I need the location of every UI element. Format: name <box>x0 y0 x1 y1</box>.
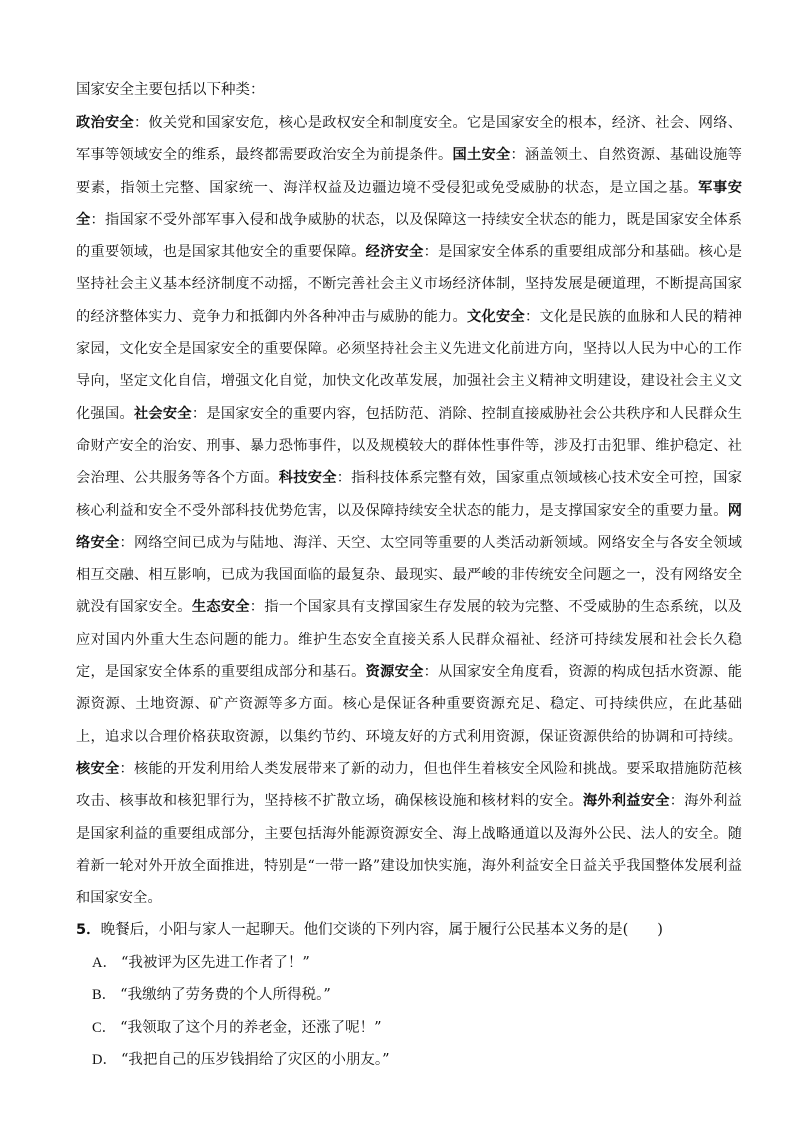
security-categories-paragraph: 政治安全：攸关党和国家安危，核心是政权安全和制度安全。它是国家安全的根本，经济、社会、网络、军事等领域安全的维系，最终都需要政治安全为前提条件。国土安全：涵盖领土、自然资源、基础设施等要素，指领土完整、国家统一、海洋权益及边疆边境不受侵犯或免受威胁的状态，是立国之基。军事安全：指国家不受外部军事入侵和战争威胁的状态，以及保障这一持续安全状态的能力，既是国家安全体系的重要领域，也是国家其他安全的重要保障。经济安全：是国家安全体系的重要组成部分和基础。核心是坚持社会主义基本经济制度不动摇，不断完善社会主义市场经济体制，坚持发展是硬道理，不断提高国家的经济整体实力、竞争力和抵御内外各种冲击与威胁的能力。文化安全：文化是民族的血脉和人民的精神家园，文化安全是国家安全的重要保障。必须坚持社会主义先进文化前进方向，坚持以人民为中心的工作导向，坚定文化自信，增强文化自觉，加快文化改革发展，加强社会主义精神文明建设，建设社会主义文化强国。社会安全：是国家安全的重要内容，包括防范、消除、控制直接威胁社会公共秩序和人民群众生命财产安全的治安、刑事、暴力恐怖事件，以及规模较大的群体性事件等，涉及打击犯罪、维护稳定、社会治理、公共服务等各个方面。科技安全：指科技体系完整有效，国家重点领域核心技术安全可控，国家核心利益和安全不受外部科技优势危害，以及保障持续安全状态的能力，是支撑国家安全的重要力量。网络安全：网络空间已成为与陆地、海洋、天空、太空同等重要的人类活动新领域。网络安全与各安全领域相互交融、相互影响，已成为我国面临的最复杂、最现实、最严峻的非传统安全问题之一，没有网络安全就没有国家安全。生态安全：指一个国家具有支撑国家生存发展的较为完整、不受威胁的生态系统，以及应对国内外重大生态问题的能力。维护生态安全直接关系人民群众福祉、经济可持续发展和社会长久稳定，是国家安全体系的重要组成部分和基石。资源安全：从国家安全角度看，资源的构成包括水资源、能源资源、土地资源、矿产资源等多方面。核心是保证各种重要资源充足、稳定、可持续供应，在此基础上，追求以合理价格获取资源，以集约节约、环境友好的方式利用资源，保证资源供给的协调和可持续。核安全：核能的开发利用给人类发展带来了新的动力，但也伴生着核安全风险和挑战。要采取措施防范核攻击、核事故和核犯罪行为，坚持核不扩散立场，确保核设施和核材料的安全。海外利益安全：海外利益是国家利益的重要组成部分，主要包括海外能源资源安全、海上战略通道以及海外公民、法人的安全。随着新一轮对外开放全面推进，特别是“一带一路”建设加快实施，海外利益安全日益关乎我国整体发展利益和国家安全。 <box>76 115 742 907</box>
category-text: 指一个国家具有支撑国家生存发展的较为完整、不受威胁的生态系统，以及应对国内外重大生态问题的能力。维护生态安全直接关系人民群众福祉、经济可持续发展和社会长久稳定，是国家安全体系的重要组成部分和基石。 <box>76 599 742 681</box>
option-text: “我缴纳了劳务费的个人所得税。” <box>120 987 331 1004</box>
option-text: “我把自己的压岁钱捐给了灾区的小朋友。” <box>120 1052 390 1069</box>
category-title: 军事安全 <box>76 179 742 228</box>
document-page <box>76 80 742 1077</box>
category-text: 指科技体系完整有效，国家重点领域核心技术安全可控，国家核心利益和安全不受外部科技优势危害，以及保障持续安全状态的能力，是支撑国家安全的重要力量。 <box>76 470 742 519</box>
category-text: 海外利益是国家利益的重要组成部分，主要包括海外能源资源安全、海上战略通道以及海外公民、法人的安全。随着新一轮对外开放全面推进，特别是“一带一路”建设加快实施，海外利益安全日益关乎我国整体发展利益和国家安全。 <box>76 793 742 907</box>
option-letter: A． <box>92 954 117 971</box>
category-text: 文化是民族的血脉和人民的精神家园，文化安全是国家安全的重要保障。必须坚持社会主义先进文化前进方向，坚持以人民为中心的工作导向，坚定文化自信，增强文化自觉，加快文化改革发展，加强社会主义精神文明建设，建设社会主义文化强国。 <box>76 308 742 422</box>
category-text: 是国家安全的重要内容，包括防范、消除、控制直接威胁社会公共秩序和人民群众生命财产安全的治安、刑事、暴力恐怖事件，以及规模较大的群体性事件等，涉及打击犯罪、维护稳定、社会治理、公共服务等各个方面。 <box>76 405 742 487</box>
category-text: 核能的开发利用给人类发展带来了新的动力，但也伴生着核安全风险和挑战。要采取措施防范核攻击、核事故和核犯罪行为，坚持核不扩散立场，确保核设施和核材料的安全。 <box>76 760 742 810</box>
category-title: 政治安全 <box>76 115 134 131</box>
category-title: 科技安全 <box>278 470 337 487</box>
category-title: 核安全 <box>76 760 120 777</box>
option-letter: B． <box>92 987 117 1004</box>
category-title: 社会安全 <box>133 405 192 422</box>
option-d <box>76 1044 742 1077</box>
question-number: 5． <box>76 922 101 939</box>
answer-options <box>76 947 742 1077</box>
category-text: 网络空间已成为与陆地、海洋、天空、太空同等重要的人类活动新领域。网络安全与各安全领域相互交融、相互影响，已成为我国面临的最复杂、最现实、最严峻的非传统安全问题之一，没有网络安全就没有国家安全。 <box>76 534 742 616</box>
category-title: 海外利益安全 <box>582 793 670 810</box>
option-text: “我被评为区先进工作者了！” <box>120 954 310 971</box>
option-c <box>76 1012 742 1045</box>
category-text: 从国家安全角度看，资源的构成包括水资源、能源资源、土地资源、矿产资源等多方面。核心是保证各种重要资源充足、稳定、可持续供应，在此基础上，追求以合理价格获取资源，以集约节约、环境友好的方式利用资源，保证资源供给的协调和可持续。 <box>76 664 742 745</box>
option-letter: D． <box>92 1052 117 1069</box>
category-title: 经济安全 <box>365 244 424 261</box>
category-text: 是国家安全体系的重要组成部分和基础。核心是坚持社会主义基本经济制度不动摇，不断完善社会主义市场经济体制，坚持发展是硬道理，不断提高国家的经济整体实力、竞争力和抵御内外各种冲击与威胁的能力。 <box>76 244 742 325</box>
category-title: 文化安全 <box>467 308 525 325</box>
category-title: 生态安全 <box>191 599 250 616</box>
category-text: 指国家不受外部军事入侵和战争威胁的状态，以及保障这一持续安全状态的能力，既是国家安全体系的重要领域，也是国家其他安全的重要保障。 <box>76 211 742 261</box>
category-text: 涵盖领土、自然资源、基础设施等要素，指领土完整、国家统一、海洋权益及边疆边境不受侵犯或免受威胁的状态，是立国之基。 <box>76 147 742 196</box>
category-title: 网络安全 <box>76 502 742 551</box>
option-letter: C． <box>92 1019 117 1036</box>
option-text: “我领取了这个月的养老金，还涨了呢！” <box>120 1019 382 1036</box>
category-text: 攸关党和国家安危，核心是政权安全和制度安全。它是国家安全的根本，经济、社会、网络、军事等领域安全的维系，最终都需要政治安全为前提条件。 <box>76 115 742 164</box>
option-b <box>76 979 742 1012</box>
question-stem <box>76 914 742 946</box>
category-title: 资源安全 <box>365 664 424 681</box>
intro-line: 国家安全主要包括以下种类： <box>76 82 265 98</box>
option-a <box>76 947 742 980</box>
question-text: 晚餐后，小阳与家人一起聊天。他们交谈的下列内容，属于履行公民基本义务的是( ) <box>100 922 663 939</box>
category-title: 国土安全 <box>452 147 511 164</box>
